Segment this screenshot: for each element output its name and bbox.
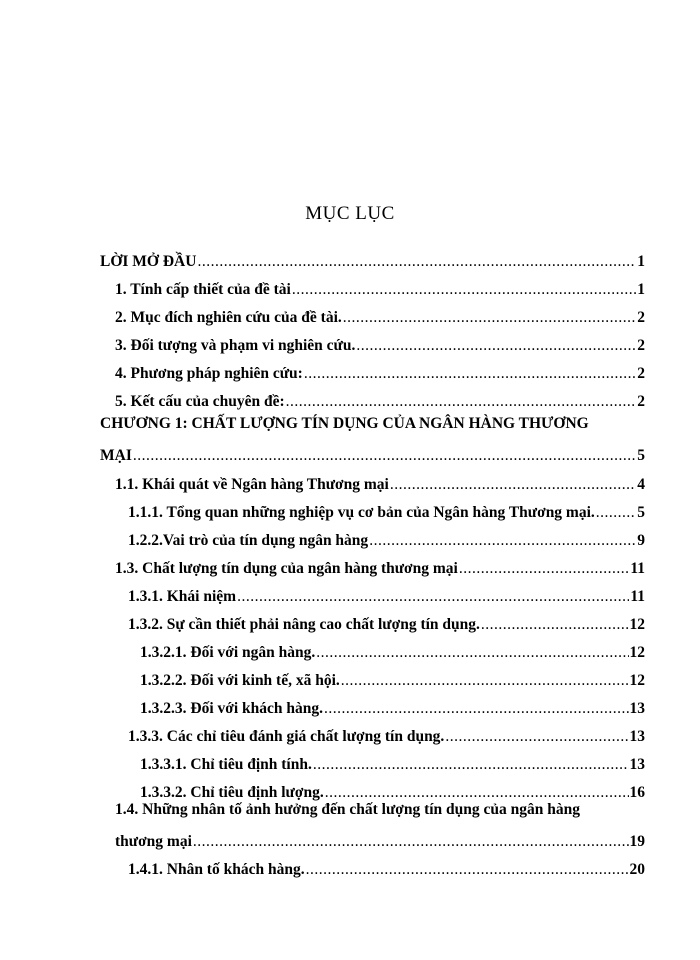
leader-dots [237,588,629,606]
toc-entry-loi-mo-dau[interactable] [100,249,645,271]
toc-entry-text: thương mại [115,833,192,850]
toc-entry-1-1[interactable] [115,472,645,494]
leader-dots [341,672,629,690]
leader-dots [459,560,629,578]
leader-dots [133,447,636,465]
toc-page-number: 19 [629,833,645,850]
toc-entry-1-2-2[interactable] [128,528,645,550]
leader-dots [197,253,636,271]
toc-entry-text: 4. Phương pháp nghiên cứu: [115,365,303,382]
toc-entry-text: 1.3.2.1. Đối với ngân hàng. [140,644,316,661]
toc-page-number: 11 [630,588,645,605]
toc-entry-2[interactable] [115,305,645,327]
toc-entry-text: MẠI [100,447,132,464]
toc-entry-1-3-3-2[interactable] [140,780,645,802]
toc-entry-1-4-1[interactable] [128,857,645,879]
toc-entry-text: 1.3.3.1. Chỉ tiêu định tính. [140,756,312,773]
toc-entry-text: 1.1. Khái quát về Ngân hàng Thương mại [115,476,389,493]
toc-entry-text: 1.2.2.Vai trò của tín dụng ngân hàng [128,532,369,549]
leader-dots [306,861,629,879]
toc-entry-1[interactable] [115,277,645,299]
leader-dots [481,616,629,634]
toc-page-number: 13 [629,756,645,773]
toc-title: MỤC LỤC [305,203,395,224]
toc-entry-4[interactable] [115,361,645,383]
toc-entry-text: 1.3.2.3. Đối với khách hàng. [140,700,323,717]
toc-chapter-1[interactable] [100,443,645,465]
toc-page-number: 13 [629,728,645,745]
leader-dots [445,728,628,746]
toc-page-number: 16 [629,784,645,801]
toc-page-number: 4 [637,476,645,493]
leader-dots [596,504,636,522]
toc-entry-1-3-3[interactable] [128,724,645,746]
toc-entry-1-3-2-3[interactable] [140,696,645,718]
leader-dots [316,644,628,662]
toc-page-number: 9 [637,532,645,549]
leader-dots [356,337,636,355]
toc-entry-text: 1.3.1. Khái niệm [128,588,237,605]
toc-entry-text: 2. Mục đích nghiên cứu của đề tài. [115,309,342,326]
toc-entry-text: 5. Kết cấu của chuyên đề: [115,393,285,410]
toc-page-number: 2 [637,393,645,410]
toc-entry-3[interactable] [115,333,645,355]
leader-dots [193,833,629,851]
toc-page-number: 20 [629,861,645,878]
toc-entry-1-3[interactable] [115,556,645,578]
toc-entry-1-3-2-1[interactable] [140,640,645,662]
toc-page-number: 13 [629,700,645,717]
toc-page-number: 2 [637,365,645,382]
toc-entry-text: 1. Tính cấp thiết của đề tài [115,281,291,298]
leader-dots [313,756,629,774]
toc-page-number: 1 [637,281,645,298]
leader-dots [325,784,629,802]
toc-entry-5[interactable] [115,389,645,411]
toc-entry-text: 1.3.3. Các chỉ tiêu đánh giá chất lượng tín dụng. [128,728,445,745]
toc-page-number: 2 [637,337,645,354]
leader-dots [304,365,636,383]
toc-entry-1-3-2-2[interactable] [140,668,645,690]
toc-page-number: 12 [629,672,645,689]
toc-entry-1-4-line1[interactable]: 1.4. Những nhân tố ảnh hưởng đến chất lượng tín dụng của ngân hàng [115,801,581,818]
toc-page-number: 11 [630,560,645,577]
leader-dots [369,532,636,550]
toc-page-number: 5 [637,447,645,464]
toc-page-number: 5 [637,504,645,521]
toc-entry-text: LỜI MỞ ĐẦU [100,253,197,270]
leader-dots [343,309,637,327]
toc-page-number: 12 [629,616,645,633]
toc-page-number: 2 [637,309,645,326]
toc-chapter-1-line1[interactable]: CHƯƠNG 1: CHẤT LƯỢNG TÍN DỤNG CỦA NGÂN HÀNG THƯƠNG [100,415,589,432]
leader-dots [292,281,636,299]
toc-entry-1-3-3-1[interactable] [140,752,645,774]
toc-page-number: 1 [637,253,645,270]
toc-entry-text: 1.1.1. Tổng quan những nghiệp vụ cơ bản của Ngân hàng Thương mại. [128,504,595,521]
toc-entry-1-1-1[interactable] [128,500,645,522]
toc-entry-text: 1.3.2. Sự cần thiết phải nâng cao chất lượng tín dụng. [128,616,480,633]
toc-page-number: 12 [629,644,645,661]
toc-entry-1-4[interactable] [115,829,645,851]
toc-entry-1-3-1[interactable] [128,584,645,606]
leader-dots [390,476,636,494]
leader-dots [324,700,629,718]
toc-entry-1-3-2[interactable] [128,612,645,634]
toc-entry-text: 1.4.1. Nhân tố khách hàng. [128,861,305,878]
toc-entry-text: 1.3. Chất lượng tín dụng của ngân hàng thương mại [115,560,458,577]
toc-entry-text: 3. Đối tượng và phạm vi nghiên cứu. [115,337,356,354]
toc-entry-text: 1.3.2.2. Đối với kinh tế, xã hội. [140,672,340,689]
toc-entry-text: 1.3.3.2. Chỉ tiêu định lượng. [140,784,324,801]
leader-dots [286,393,637,411]
